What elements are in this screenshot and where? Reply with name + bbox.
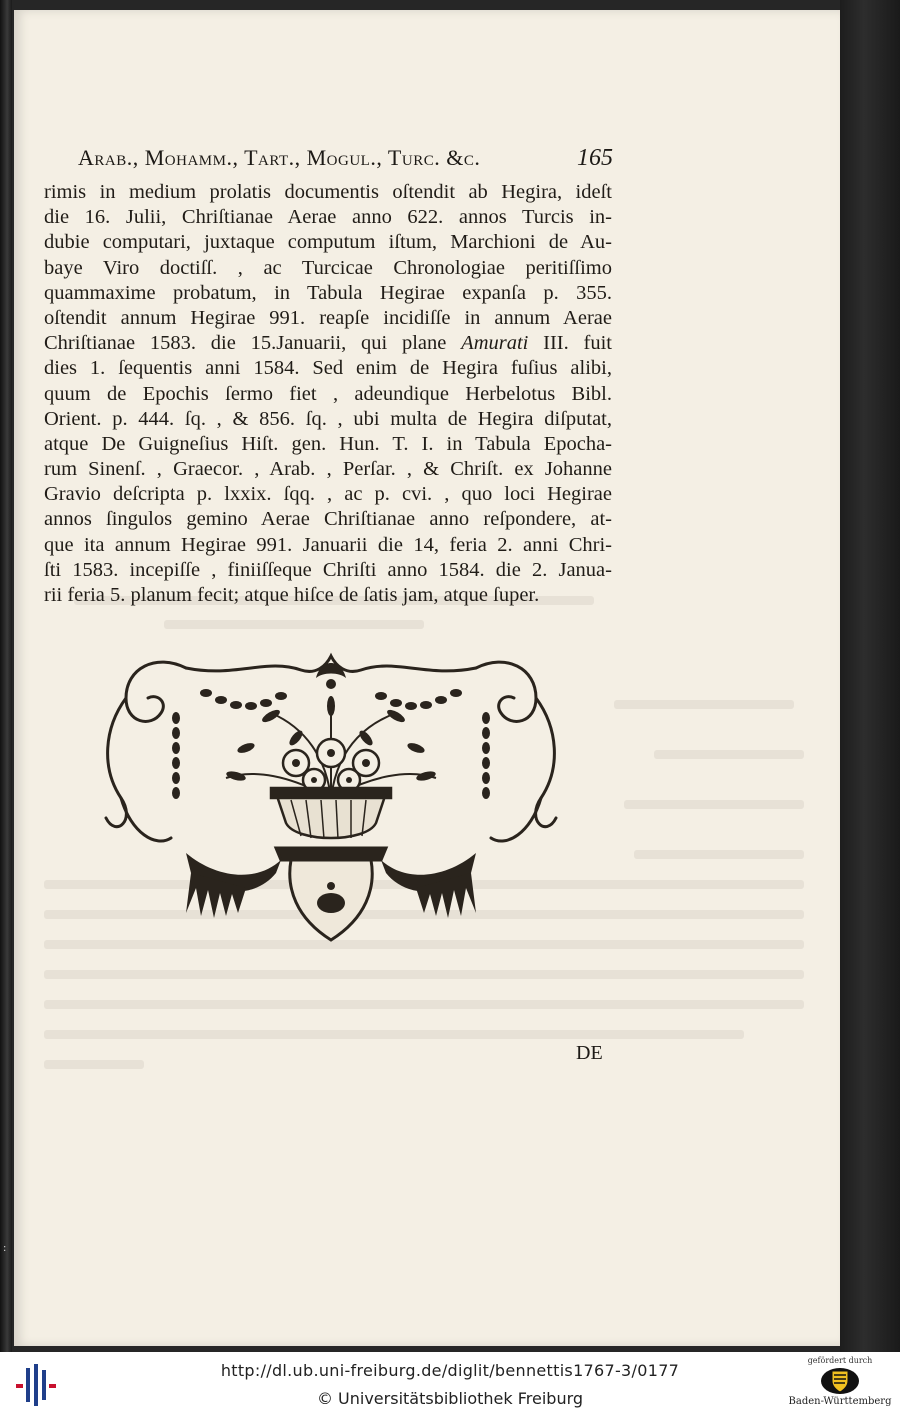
text-line: quum de Epochis ſermo fiet , adeundique Herbelotus Bibl. <box>44 382 612 405</box>
scan-tick-mark: : <box>3 1243 7 1254</box>
running-head-title: Arab., Mohamm., Tart., Mogul., Turc. &c. <box>78 145 481 170</box>
text-line-start: Chriſtianae 1583. die 15.Januarii, qui plane <box>44 332 447 355</box>
text-line: dies 1. ſequentis anni 1584. Sed enim de Hegira fuſius alibi, <box>44 357 612 380</box>
body-text <box>44 180 612 608</box>
text-line: die 16. Julii, Chriſtianae Aerae anno 622. annos Turcis in- <box>44 206 612 229</box>
text-line: atque De Guigneſius Hiſt. gen. Hun. T. I. in Tabula Epocha- <box>44 432 612 455</box>
text-line: que ita annum Hegirae 991. Januarii die 14, feria 2. anni Chri- <box>44 533 612 556</box>
text-line: Gravio deſcripta p. lxxix. ſqq. , ac p. cvi. , quo loci Hegirae <box>44 483 612 506</box>
text-line: rimis in medium prolatis documentis oſtendit ab Hegira, ideſt <box>44 181 612 203</box>
text-line: ſti 1583. incepiſſe , finiiſſeque Chriſti anno 1584. die 2. Janua- <box>44 558 612 581</box>
italic-name: Amurati <box>461 332 529 355</box>
sponsor-name: Baden-Württemberg <box>788 1396 892 1407</box>
ornamental-vignette <box>96 648 566 946</box>
copyright-notice: © Universitätsbibliothek Freiburg <box>316 1389 584 1408</box>
text-line: baye Viro doctiſſ. , ac Turcicae Chronologiae peritiſſimo <box>44 256 612 279</box>
sponsor-block[interactable] <box>788 1356 892 1414</box>
permalink-url[interactable]: http://dl.ub.uni-freiburg.de/diglit/bennettis1767-3/0177 <box>220 1361 680 1380</box>
binding-strip <box>0 0 12 1352</box>
viewer-footer <box>0 1352 900 1416</box>
text-line: quammaxime probatum, in Tabula Hegirae expanſa p. 355. <box>44 281 612 304</box>
sponsor-label: gefördert durch <box>807 1356 873 1365</box>
text-line: dubie computari, juxtaque computum iſtum, Marchioni de Au- <box>44 231 612 254</box>
page-number: 165 <box>577 145 613 171</box>
page-edge-shadow <box>840 0 900 1352</box>
text-line-end: III. fuit <box>528 332 612 355</box>
text-line: rii feria 5. planum fecit; atque hiſce de ſatis jam, atque ſuper. <box>44 584 540 606</box>
text-line: annos ſingulos gemino Aerae Chriſtianae anno reſpondere, at- <box>44 508 612 531</box>
catchword: DE <box>576 1042 603 1064</box>
text-line: rum Sinenſ. , Graecor. , Arab. , Perſar. , & Chriſt. ex Johanne <box>44 458 612 481</box>
baden-wuerttemberg-crest-icon <box>820 1367 860 1395</box>
text-line: Orient. p. 444. ſq. , & 856. ſq. , ubi multa de Hegira diſputat, <box>44 407 612 430</box>
running-header <box>78 145 613 172</box>
text-line <box>44 331 612 356</box>
text-line: oſtendit annum Hegirae 991. reapſe incidiſſe in annum Aerae <box>44 306 612 329</box>
